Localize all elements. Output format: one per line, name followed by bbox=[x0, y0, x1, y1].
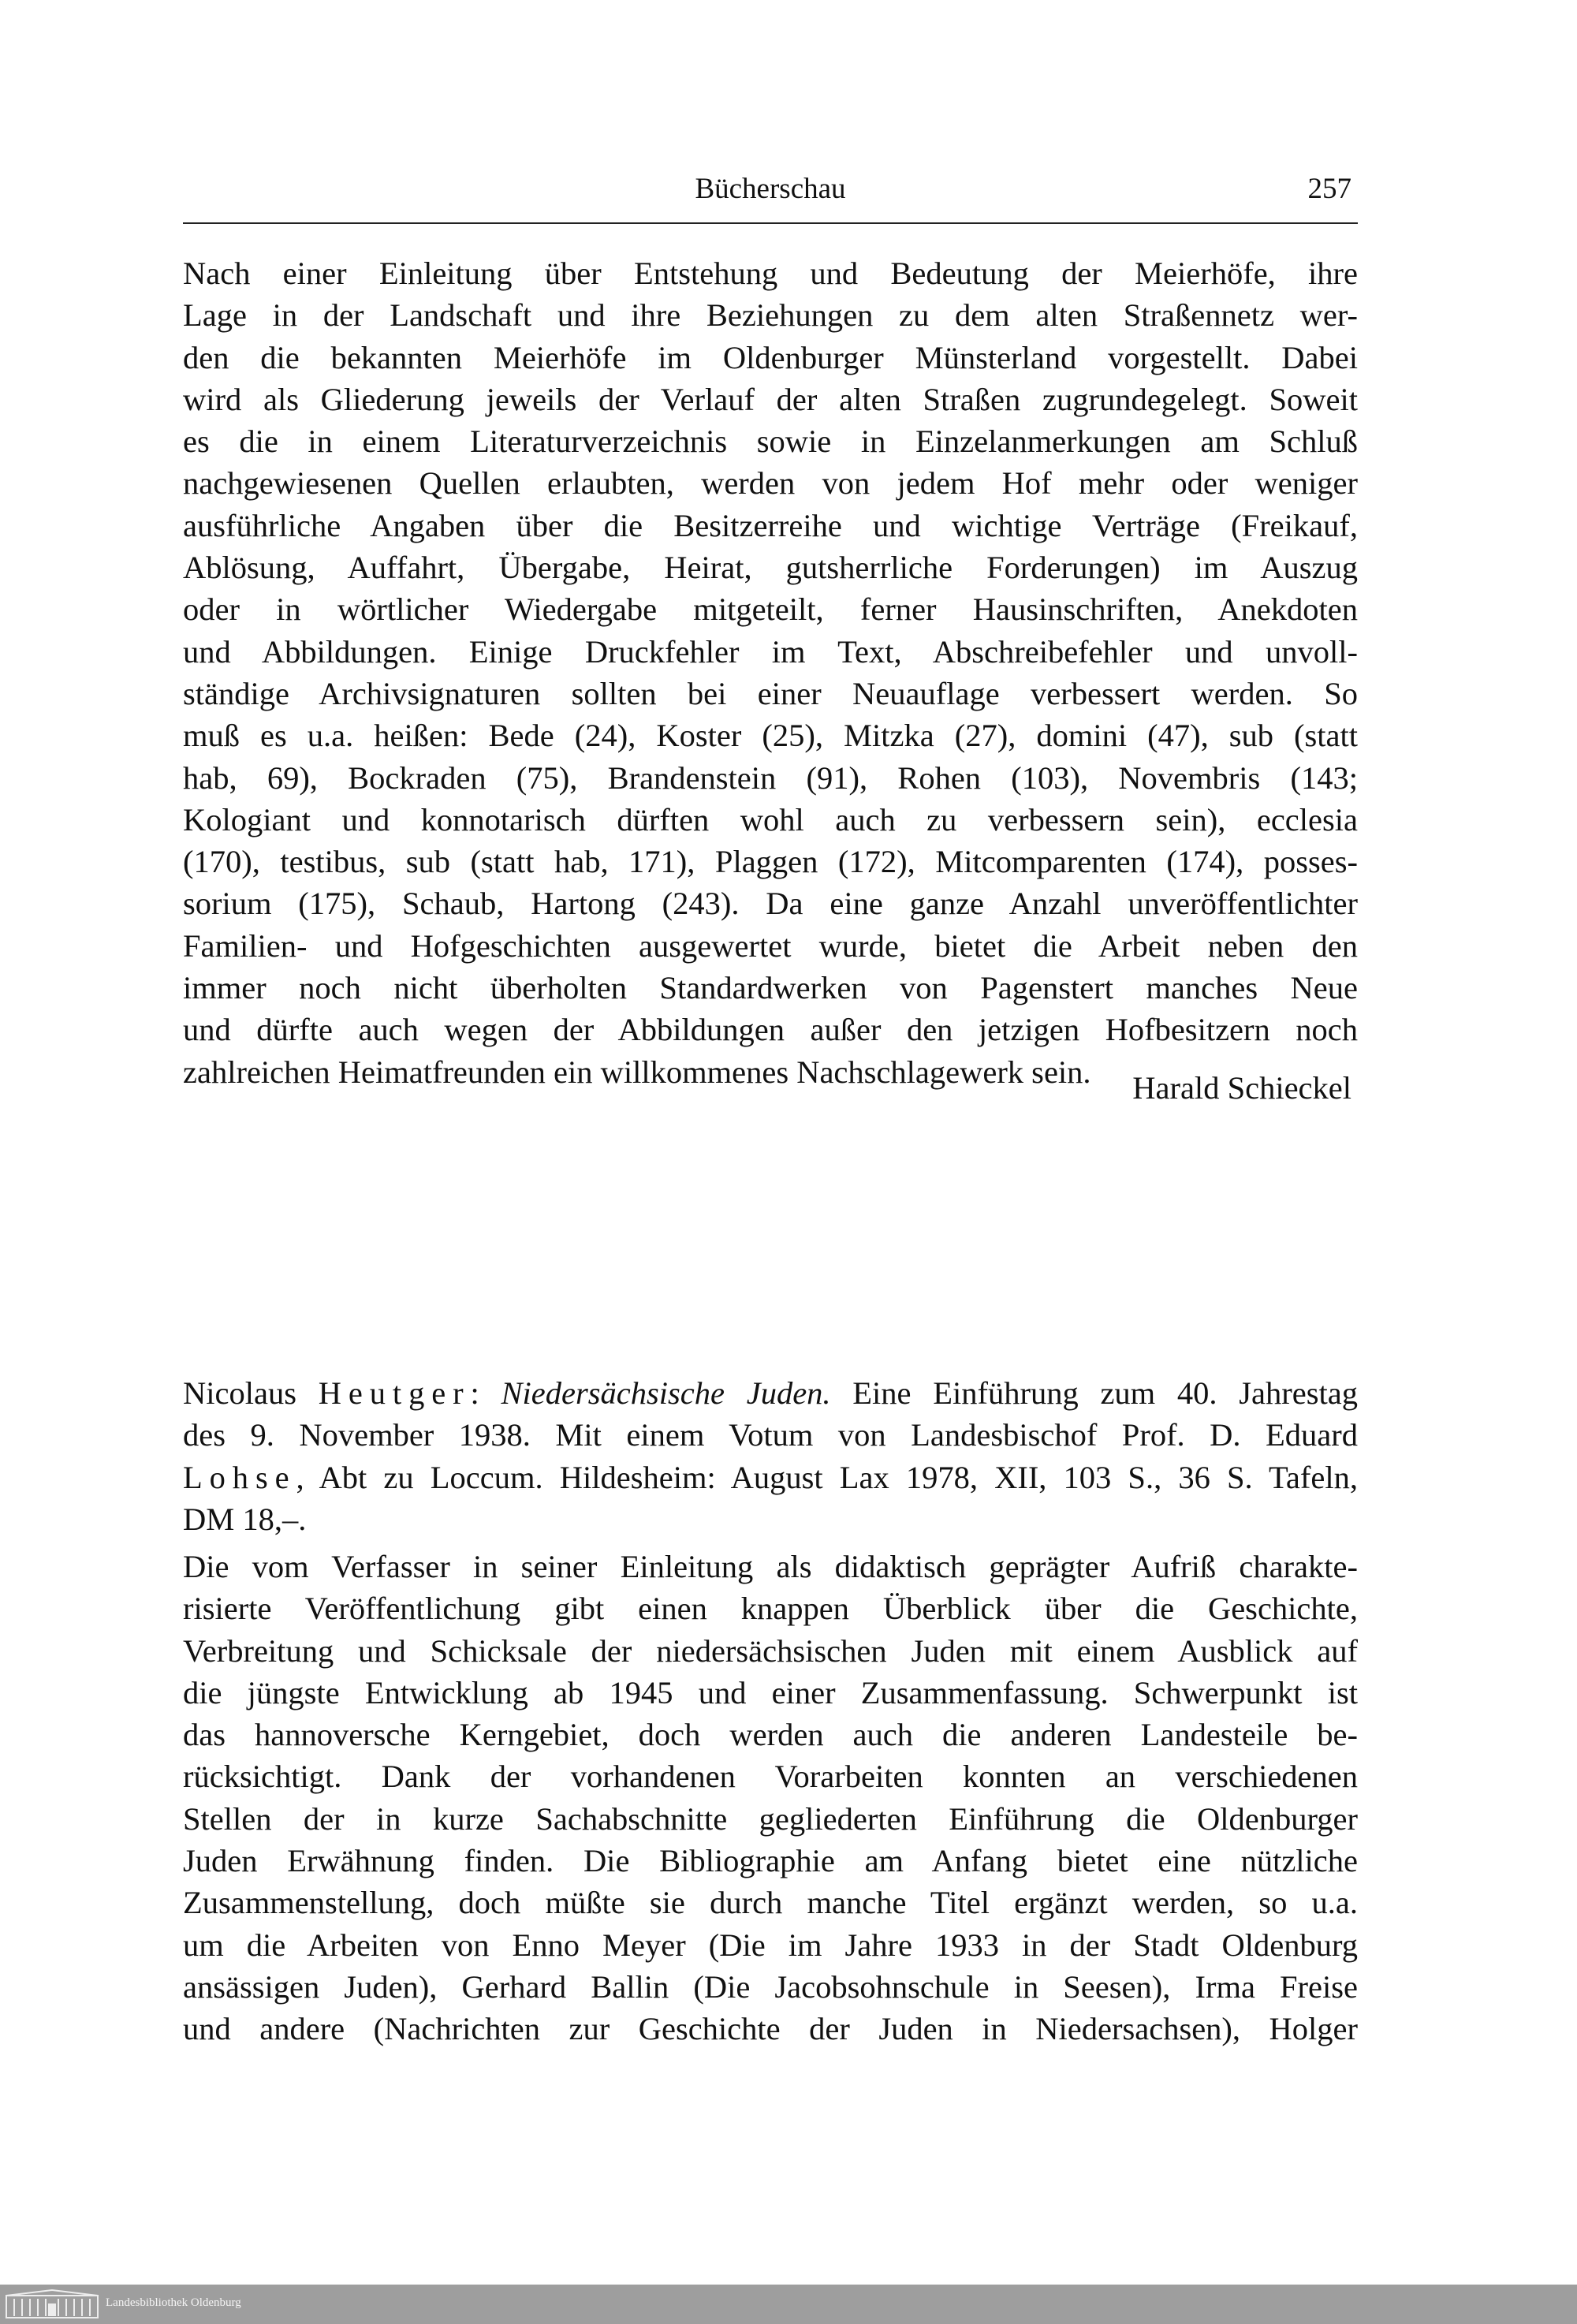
text-line: rücksichtigt. Dank der vorhandenen Vorarbeiten konnten an verschiedenen bbox=[183, 1759, 1358, 1795]
text-line: muß es u.a. heißen: Bede (24), Koster (25), Mitzka (27), domini (47), sub (statt bbox=[183, 718, 1358, 754]
text-line: risierte Veröffentlichung gibt einen knappen Überblick über die Geschichte, bbox=[183, 1591, 1358, 1627]
text-line: hab, 69), Bockraden (75), Brandenstein (91), Rohen (103), Novembris (143; bbox=[183, 759, 1358, 796]
text-line: Zusammenstellung, doch müßte sie durch manche Titel ergänzt werden, so u.a. bbox=[183, 1885, 1358, 1921]
text-line: und dürfte auch wegen der Abbildungen außer den jetzigen Hofbesitzern noch bbox=[183, 1012, 1358, 1048]
citation-votum-author: Lohse bbox=[183, 1459, 296, 1495]
page-number: 257 bbox=[1307, 173, 1351, 205]
text-line: zahlreichen Heimatfreunden ein willkommenes Nachschlagewerk sein. bbox=[183, 1054, 1091, 1090]
text-line: Verbreitung und Schicksale der niedersächsischen Juden mit einem Ausblick auf bbox=[183, 1632, 1358, 1669]
text-line: Juden Erwähnung finden. Die Bibliographie am Anfang bietet eine nützliche bbox=[183, 1843, 1358, 1879]
text-line: Lage in der Landschaft und ihre Beziehungen zu dem alten Straßennetz wer- bbox=[183, 297, 1358, 334]
citation-line-1 bbox=[183, 1372, 1358, 1414]
citation-line-3-rest: , Abt zu Loccum. Hildesheim: August Lax 1978, XII, 103 S., 36 S. Tafeln, bbox=[296, 1459, 1358, 1495]
text-line: oder in wörtlicher Wiedergabe mitgeteilt, ferner Hausinschriften, Anekdoten bbox=[183, 591, 1358, 628]
text-line: die jüngste Entwicklung ab 1945 und einer Zusammenfassung. Schwerpunkt ist bbox=[183, 1674, 1358, 1710]
book-citation bbox=[183, 1372, 1358, 1540]
citation-line-3 bbox=[183, 1457, 1358, 1498]
text-line: Ablösung, Auffahrt, Übergabe, Heirat, gutsherrliche Forderungen) im Auszug bbox=[183, 550, 1358, 586]
text-line: und Abbildungen. Einige Druckfehler im Text, Abschreibefehler und unvoll- bbox=[183, 633, 1358, 670]
library-footer-bar bbox=[0, 2285, 1577, 2324]
text-line: wird als Gliederung jeweils der Verlauf der alten Straßen zugrundegelegt. Soweit bbox=[183, 381, 1358, 417]
text-line: Kologiant und konnotarisch dürften wohl auch zu verbessern sein), ecclesia bbox=[183, 801, 1358, 837]
running-header bbox=[183, 166, 1358, 213]
text-line: Familien- und Hofgeschichten ausgewertet wurde, bietet die Arbeit neben den bbox=[183, 927, 1358, 964]
text-line: Nach einer Einleitung über Entstehung und Bedeutung der Meierhöfe, ihre bbox=[183, 256, 1358, 291]
citation-author-first: Nicolaus bbox=[183, 1375, 319, 1411]
citation-line-1-rest: Eine Einführung zum 40. Jahrestag bbox=[830, 1375, 1358, 1411]
review-1-body bbox=[183, 252, 1358, 1093]
text-line: das hannoversche Kerngebiet, doch werden auch die anderen Landesteile be- bbox=[183, 1717, 1358, 1753]
text-line: ausführliche Angaben über die Besitzerreihe und wichtige Verträge (Freikauf, bbox=[183, 507, 1358, 543]
text-line: (170), testibus, sub (statt hab, 171), Plaggen (172), Mitcomparenten (174), posses- bbox=[183, 844, 1358, 880]
citation-line-4: DM 18,–. bbox=[183, 1501, 307, 1537]
text-line: ansässigen Juden), Gerhard Ballin (Die Jacobsohnschule in Seesen), Irma Freise bbox=[183, 1968, 1358, 2005]
text-line: den die bekannten Meierhöfe im Oldenburger Münsterland vorgestellt. Dabei bbox=[183, 339, 1358, 375]
text-line: immer noch nicht überholten Standardwerken von Pagenstert manches Neue bbox=[183, 970, 1358, 1006]
text-line: Die vom Verfasser in seiner Einleitung als didaktisch geprägter Aufriß charakte- bbox=[183, 1549, 1358, 1584]
library-building-icon bbox=[5, 2289, 99, 2319]
reviewer-signature: Harald Schieckel bbox=[1132, 1070, 1351, 1106]
citation-colon: : bbox=[470, 1375, 501, 1411]
text-line: nachgewiesenen Quellen erlaubten, werden von jedem Hof mehr oder weniger bbox=[183, 465, 1358, 502]
text-line: und andere (Nachrichten zur Geschichte der Juden in Niedersachsen), Holger bbox=[183, 2011, 1358, 2047]
header-rule bbox=[183, 222, 1358, 224]
running-title: Bücherschau bbox=[695, 173, 846, 205]
text-line: Stellen der in kurze Sachabschnitte gegliederten Einführung die Oldenburger bbox=[183, 1800, 1358, 1837]
citation-author-last: Heutger bbox=[318, 1375, 471, 1411]
citation-title: Niedersächsische Juden. bbox=[501, 1375, 831, 1411]
review-2-body bbox=[183, 1546, 1358, 2050]
citation-line-2: des 9. November 1938. Mit einem Votum von Landesbischof Prof. D. Eduard bbox=[183, 1417, 1358, 1453]
text-line: es die in einem Literaturverzeichnis sowie in Einzelanmerkungen am Schluß bbox=[183, 423, 1358, 460]
text-line: um die Arbeiten von Enno Meyer (Die im Jahre 1933 in der Stadt Oldenburg bbox=[183, 1927, 1358, 1963]
library-label: Landesbibliothek Oldenburg bbox=[106, 2296, 241, 2309]
text-line: sorium (175), Schaub, Hartong (243). Da eine ganze Anzahl unveröffentlichter bbox=[183, 886, 1358, 922]
text-line: ständige Archivsignaturen sollten bei einer Neuauflage verbessert werden. So bbox=[183, 675, 1358, 711]
